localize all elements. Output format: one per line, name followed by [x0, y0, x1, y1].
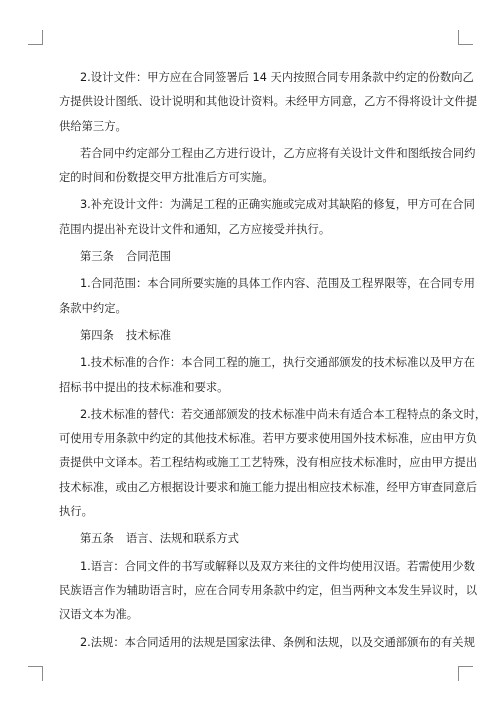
- text-line: 民族语言作为辅助语言时，应在合同专用条款中约定，但当两种文本发生异议时，以: [59, 583, 477, 597]
- article-number: 第五条: [80, 532, 114, 546]
- text-line: 方提供设计图纸、设计说明和其他设计资料。未经甲方同意，乙方不得将设计文件提: [59, 95, 477, 109]
- article-number: 第四条: [80, 328, 114, 342]
- crop-mark-top-left: [28, 30, 43, 45]
- article-title: 合同范围: [125, 250, 172, 264]
- article-title: 语言、法规和联系方式: [125, 532, 239, 546]
- article-title: 技术标准: [125, 328, 172, 342]
- text-line: 若合同中约定部分工程由乙方进行设计，乙方应将有关设计文件和图纸按合同约: [80, 146, 476, 160]
- text-line: 汉语文本为准。: [59, 608, 139, 622]
- crop-mark-bottom-right: [458, 666, 473, 681]
- paragraph: [59, 66, 477, 139]
- text-line: 责提供中文译本。若工程结构或施工工艺特殊，没有相应技术标准时，应由甲方提出: [59, 456, 477, 470]
- text-line: 可使用专用条款中约定的其他技术标准。若甲方要求使用国外技术标准，应由甲方负: [59, 432, 477, 446]
- section-heading: [59, 527, 443, 551]
- text-line: 执行。: [59, 505, 93, 519]
- text-line: 条款中约定。: [59, 301, 127, 315]
- text-line: 2.法规：本合同适用的法规是国家法律、条例和法规，以及交通部颁布的有关规: [80, 635, 475, 649]
- text-line: 供给第三方。: [59, 119, 127, 133]
- text-line: 3.补充设计文件：为满足工程的正确实施或完成对其缺陷的修复，甲方可在合同: [80, 198, 475, 212]
- text-line: 2.技术标准的替代：若交通部颁发的技术标准中尚未有适合本工程特点的条文时，: [80, 407, 487, 421]
- paragraph: [59, 272, 475, 321]
- document-body: [59, 66, 487, 655]
- paragraph: [59, 631, 475, 655]
- text-line: 2.设计文件：甲方应在合同签署后 14 天内按照合同专用条款中约定的份数向乙: [80, 71, 474, 84]
- text-line: 招标书中提出的技术标准和要求。: [59, 380, 229, 394]
- paragraph: [59, 351, 475, 400]
- text-line: 1.语言：合同文件的书写或解释以及双方来往的文件均使用汉语。若需使用少数: [80, 559, 475, 573]
- paragraph: [59, 555, 477, 628]
- text-line: 范围内提出补充设计文件和通知，乙方应接受并执行。: [59, 222, 331, 236]
- section-heading: [59, 324, 443, 348]
- text-line: 1.技术标准的合作：本合同工程的施工，执行交通部颁发的技术标准以及甲方在: [80, 356, 475, 370]
- section-heading: [59, 245, 443, 269]
- paragraph: [59, 403, 487, 524]
- crop-mark-top-right: [458, 30, 473, 45]
- paragraph: [59, 193, 475, 242]
- text-line: 技术标准，或由乙方根据设计要求和施工能力提出相应技术标准，经甲方审查同意后: [59, 480, 477, 494]
- text-line: 1.合同范围：本合同所要实施的具体工作内容、范围及工程界限等，在合同专用: [80, 277, 475, 291]
- article-number: 第三条: [80, 250, 114, 264]
- text-line: 定的时间和份数提交甲方批准后方可实施。: [59, 171, 274, 185]
- paragraph: [59, 142, 476, 191]
- crop-mark-bottom-left: [28, 666, 43, 681]
